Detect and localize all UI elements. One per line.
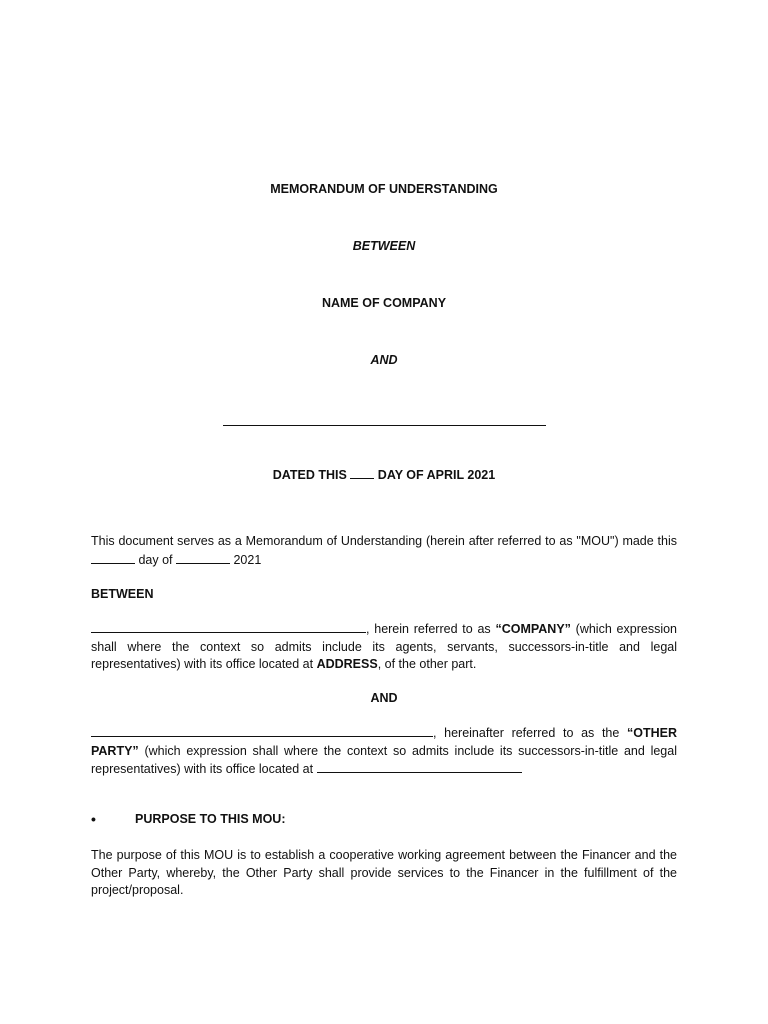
other-party-name-blank xyxy=(91,724,433,737)
intro-paragraph xyxy=(91,533,677,569)
bullet-icon: • xyxy=(91,811,96,827)
other-party-blank-line xyxy=(223,425,546,426)
company-clause-text2: (which expression shall where the context so admits include its agents, servants, successors-in-title and legal representatives) with its office located at xyxy=(91,622,678,671)
company-clause-text1: , herein referred to as xyxy=(366,622,496,636)
other-party-term: “OTHER PARTY” xyxy=(91,726,677,758)
intro-part3: 2021 xyxy=(230,552,262,567)
intro-part2: day of xyxy=(135,552,176,567)
purpose-body: The purpose of this MOU is to establish a cooperative working agreement between the Financer and the Other Party, whereby, the Other Party shall provide services to the Financer in the fulfillment of the project/proposal. xyxy=(91,848,677,897)
other-party-clause-text1: , hereinafter referred to as the xyxy=(433,726,627,740)
dated-suffix: DAY OF APRIL 2021 xyxy=(374,468,496,482)
day-blank xyxy=(350,466,374,479)
dated-prefix: DATED THIS xyxy=(272,468,351,482)
company-term: “COMPANY” xyxy=(495,622,571,636)
intro-month-blank xyxy=(176,551,230,564)
company-clause-text3: , of the other part. xyxy=(377,657,477,671)
company-clause xyxy=(91,620,677,674)
purpose-heading-row xyxy=(91,811,677,829)
document-title: MEMORANDUM OF UNDERSTANDING xyxy=(270,182,498,196)
other-party-address-blank xyxy=(317,760,522,773)
between-label: BETWEEN xyxy=(91,587,154,601)
company-name-blank xyxy=(91,620,366,633)
company-name-placeholder: NAME OF COMPANY xyxy=(321,296,447,310)
intro-day-blank xyxy=(91,551,135,564)
address-placeholder: ADDRESS xyxy=(316,657,378,671)
purpose-heading: PURPOSE TO THIS MOU: xyxy=(135,812,286,826)
dated-line xyxy=(0,466,768,485)
between-heading: BETWEEN xyxy=(352,239,416,253)
other-party-clause-text2: (which expression shall where the context so admits include its successors-in-title and legal representatives) with its office located at xyxy=(91,743,677,776)
intro-part1: This document serves as a Memorandum of Understanding (herein after referred to as "MOU") made this xyxy=(91,534,677,548)
and-heading: AND xyxy=(370,353,398,367)
other-party-clause xyxy=(91,724,677,779)
and-label: AND xyxy=(370,691,398,705)
